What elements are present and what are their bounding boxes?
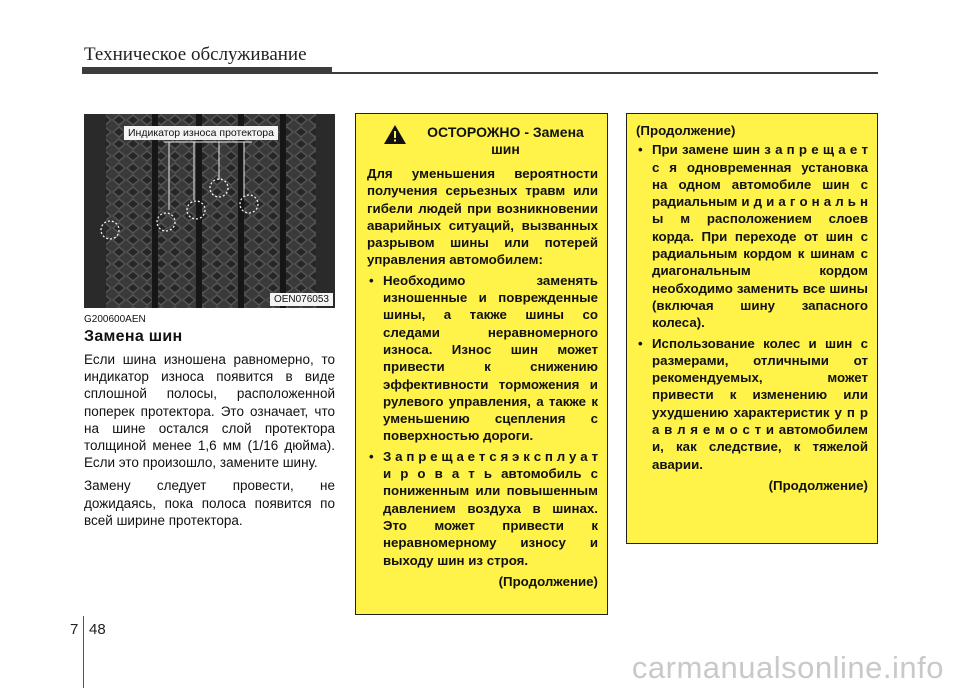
warning-box	[355, 113, 608, 615]
watermark: carmanualsonline.info	[631, 650, 944, 685]
figure-code: OEN076053	[270, 293, 333, 306]
warning-item: • Необходимо заменять изношенные и поврежденные шины, а также шины со следами неравномерного износа. Износ шин может привести к снижению эффективности торможения и рулевого управления, а также к уменьшению сцепления с поверхностью дороги.	[367, 272, 598, 445]
warning-item: • З а п р е щ а е т с я э к с п л у а т и р о в а т ь автомобиль с пониженным или повышенным давлением воздуха в шинах. Это может привести к неравномерному износу и выходу шин из строя.	[367, 448, 598, 569]
warning-continuation-box	[626, 113, 878, 544]
tire-tread-image	[84, 114, 335, 308]
warning-header	[367, 124, 598, 158]
page-number-divider	[83, 616, 84, 688]
header-bar-thick	[82, 67, 332, 74]
section-code: G200600AEN	[84, 314, 146, 325]
body-paragraph-1: Если шина изношена равномерно, то индикатор износа появится в виде сплошной полосы, расположенной поперек протектора. Это означает, что на шине остался слой протектора толщиной менее 1,6 мм (1/16 дюйма). Если это произошло, замените шину.	[84, 352, 335, 471]
section-heading: Замена шин	[84, 328, 183, 345]
header-rule	[332, 72, 878, 74]
continued-label: (Продолжение)	[498, 573, 598, 589]
warning-item: • При замене шин з а п р е щ а е т с я одновременная установка на одном автомобиле шин с радиальным и д и а г о н а л ь н ы м расположением слоев корда. При переходе от шин с радиальным кордом к шинам с диагональным кордом необходимо заменить все шины (включая шину запасного колеса).	[636, 141, 868, 331]
continued-label: (Продолжение)	[768, 477, 868, 493]
warning-intro: Для уменьшения вероятности получения серьезных травм или гибели людей при возникновении аварийных ситуаций, вызванных разрывом шины или потерей управления автомобилем:	[367, 166, 598, 268]
page-number: 48	[89, 621, 106, 638]
warning-title: ОСТОРОЖНО - Замена шин	[427, 124, 584, 157]
body-paragraph-2: Замену следует провести, не дожидаясь, пока полоса появится по всей ширине протектора.	[84, 478, 335, 528]
warning-list	[367, 272, 598, 569]
tread-wear-indicator-figure	[84, 114, 335, 308]
left-column	[84, 314, 335, 535]
continuation-list	[636, 141, 868, 473]
chapter-number: 7	[70, 621, 79, 638]
page-section-title: Техническое обслуживание	[84, 44, 307, 65]
figure-callout-label: Индикатор износа протектора	[124, 126, 278, 140]
warning-triangle-icon	[383, 124, 407, 145]
continued-top-label: (Продолжение)	[636, 123, 736, 138]
warning-item: • Использование колес и шин с размерами, отличными от рекомендуемых, может привести к изменению или ухудшению характеристик у п р а в л я е м о с т и автомобилем и, как следствие, к тяжелой аварии.	[636, 335, 868, 473]
